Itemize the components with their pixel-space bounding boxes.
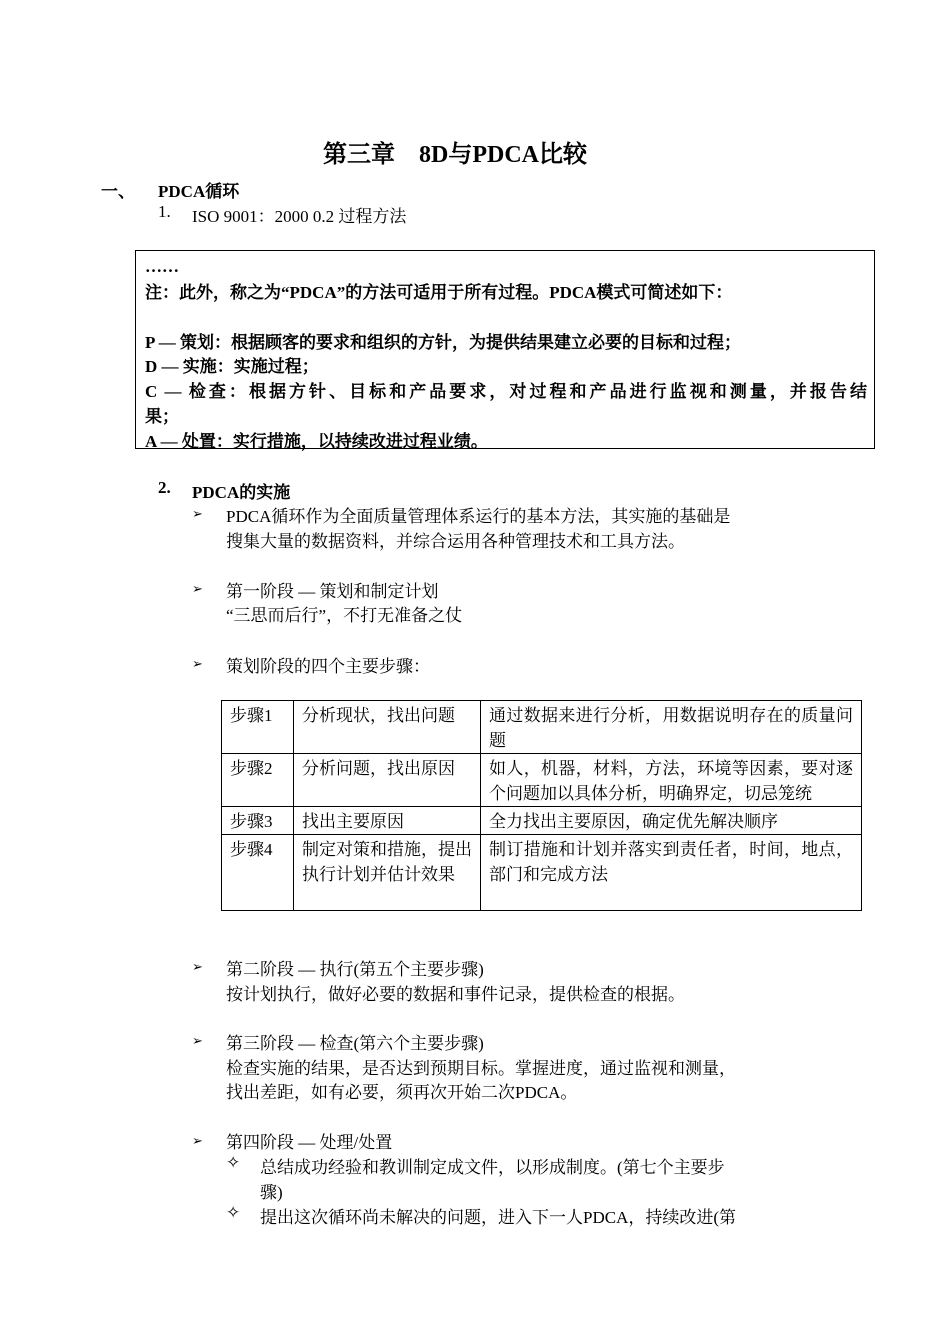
quote-d: D — 实施：实施过程； [145,357,319,376]
step-name-cell: 分析现状，找出问题 [294,701,481,754]
table-row [222,754,862,807]
chapter-title: 第三章 8D与PDCA比较 [323,142,587,168]
bullet2-line1: 第一阶段 — 策划和制定计划 [226,582,439,601]
quote-box [135,250,875,449]
sub-bullet1-line2: 骤) [260,1183,283,1202]
arrow-bullet-icon: ➢ [192,959,203,974]
bullet5-line2: 检查实施的结果，是否达到预期目标。掌握进度，通过监视和测量， [226,1059,736,1078]
step-cell: 步骤1 [222,701,294,754]
bullet5-line1: 第三阶段 — 检查(第六个主要步骤) [226,1034,484,1053]
quote-c-line1: C — 检查：根据方针、目标和产品要求，对过程和产品进行监视和测量，并报告结 [145,382,867,401]
quote-c-line2: 果； [145,407,179,426]
quote-p: P — 策划：根据顾客的要求和组织的方针，为提供结果建立必要的目标和过程； [145,333,741,352]
diamond-bullet-icon: ✧ [226,1153,241,1172]
item-number: 1. [158,202,171,221]
item-text: ISO 9001：2000 0.2 过程方法 [192,207,407,226]
step-name-cell: 分析问题，找出原因 [294,754,481,807]
section-number: 一、 [101,182,135,201]
arrow-bullet-icon: ➢ [192,1133,203,1148]
table-row [222,835,862,911]
arrow-bullet-icon: ➢ [192,506,203,521]
item2-title: PDCA的实施 [192,483,291,502]
bullet4-line2: 按计划执行，做好必要的数据和事件记录，提供检查的根据。 [226,985,685,1004]
step-desc-cell: 制订措施和计划并落实到责任者，时间，地点，部门和完成方法 [481,835,862,911]
step-cell: 步骤3 [222,807,294,835]
quote-ellipsis: …… [145,257,179,276]
diamond-bullet-icon: ✧ [226,1203,241,1222]
table-row [222,807,862,835]
arrow-bullet-icon: ➢ [192,1033,203,1048]
step-desc-cell: 全力找出主要原因，确定优先解决顺序 [481,807,862,835]
step-name-cell: 制定对策和措施，提出执行计划并估计效果 [294,835,481,911]
step-cell: 步骤4 [222,835,294,911]
section-title: PDCA循环 [158,182,240,201]
bullet1-line1: PDCA循环作为全面质量管理体系运行的基本方法，其实施的基础是 [226,507,731,526]
arrow-bullet-icon: ➢ [192,656,203,671]
step-name-cell: 找出主要原因 [294,807,481,835]
sub-bullet2-line1: 提出这次循环尚未解决的问题，进入下一人PDCA，持续改进(第 [260,1208,737,1227]
sub-bullet1-line1: 总结成功经验和教训制定成文件，以形成制度。(第七个主要步 [260,1158,725,1177]
item2-number: 2. [158,478,171,497]
bullet4-line1: 第二阶段 — 执行(第五个主要步骤) [226,960,484,979]
step-cell: 步骤2 [222,754,294,807]
steps-table [221,700,862,911]
quote-note: 注：此外，称之为“PDCA”的方法可适用于所有过程。PDCA模式可简述如下： [145,283,733,302]
bullet1-line2: 搜集大量的数据资料，并综合运用各种管理技术和工具方法。 [226,532,685,551]
step-desc-cell: 通过数据来进行分析，用数据说明存在的质量问题 [481,701,862,754]
bullet5-line3: 找出差距，如有必要，须再次开始二次PDCA。 [226,1083,578,1102]
quote-a: A — 处置：实行措施，以持续改进过程业绩。 [145,432,488,451]
arrow-bullet-icon: ➢ [192,581,203,596]
step-desc-cell: 如人，机器，材料，方法，环境等因素，要对逐个问题加以具体分析，明确界定，切忌笼统 [481,754,862,807]
bullet2-line2: “三思而后行”，不打无准备之仗 [226,606,463,625]
bullet3-line1: 策划阶段的四个主要步骤： [226,657,430,676]
table-row [222,701,862,754]
bullet6-line1: 第四阶段 — 处理/处置 [226,1133,393,1152]
